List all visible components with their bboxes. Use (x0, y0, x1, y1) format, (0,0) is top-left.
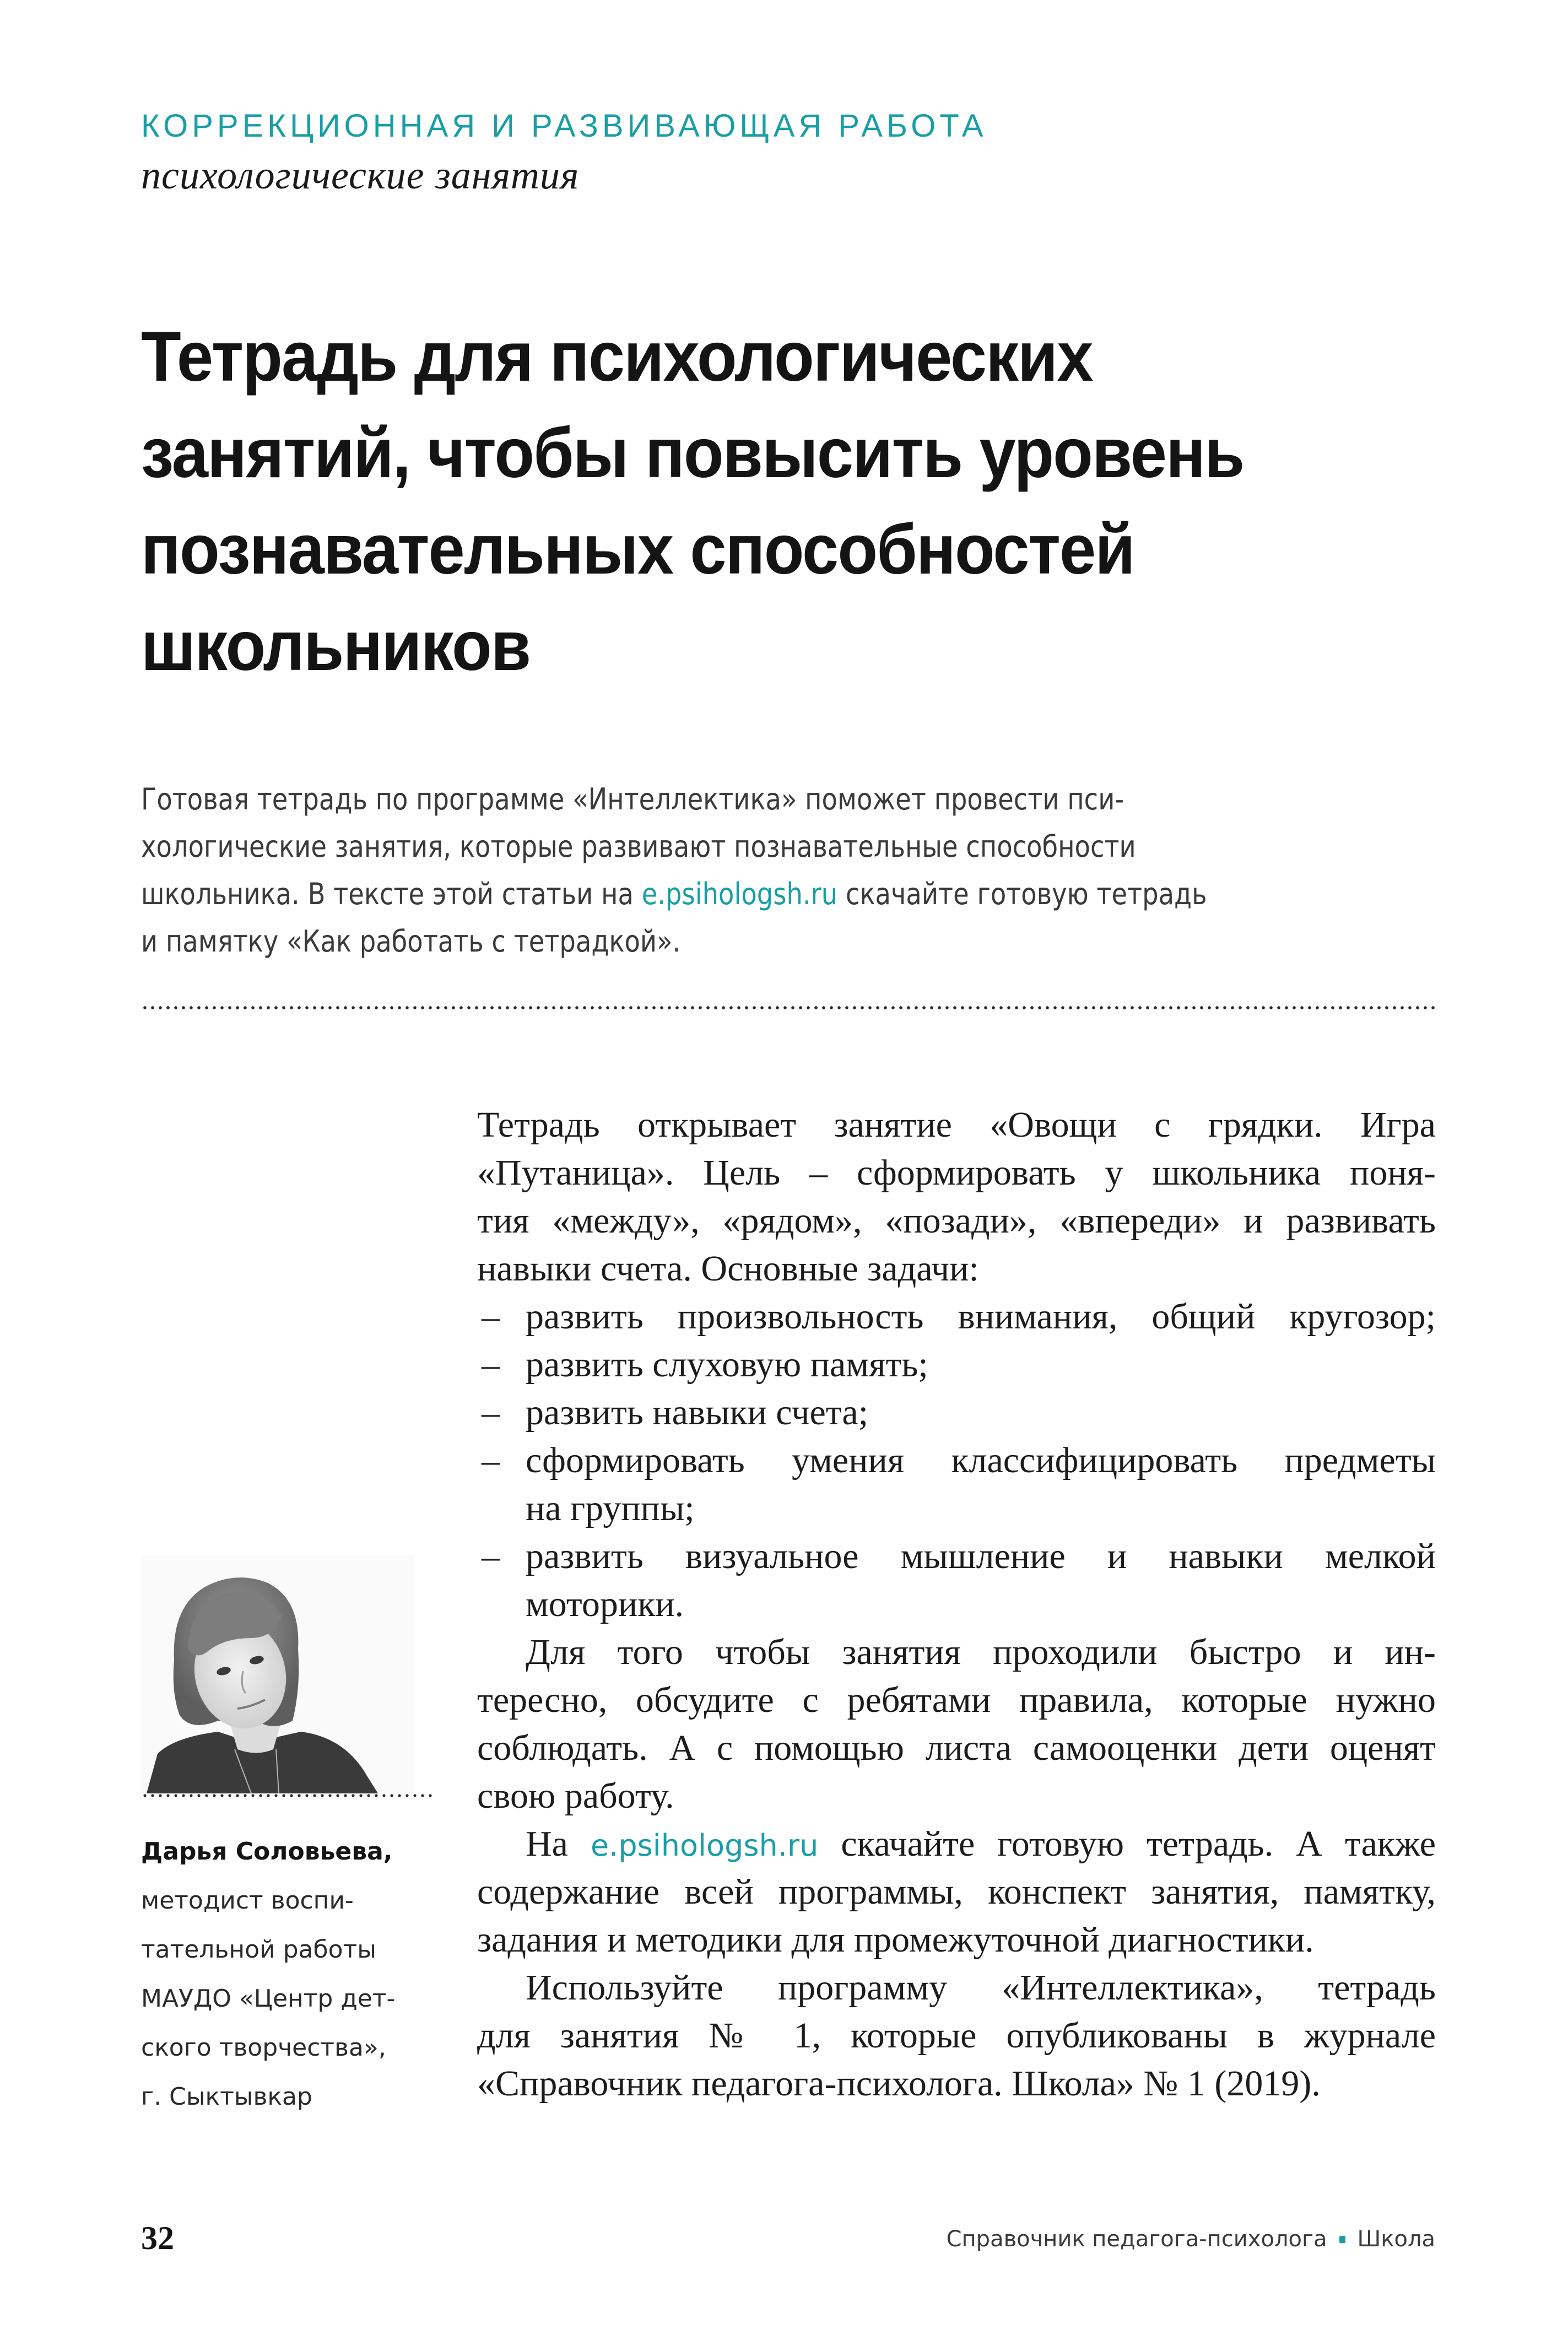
body-line: тия «между», «рядом», «позади», «впереди» и развивать (477, 1201, 1436, 1241)
list-item-text: развить навыки счета; (526, 1392, 869, 1433)
section-kicker: КОРРЕКЦИОННАЯ И РАЗВИВАЮЩАЯ РАБОТА (141, 108, 987, 144)
body-line: задания и методики для промежуточной диагностики. (477, 1920, 1314, 1960)
author-detail-line: ского творчества», (141, 2034, 386, 2062)
title-line: Тетрадь для психологических (141, 317, 1093, 396)
body-line: Используйте программу «Интеллектика», тетрадь (526, 1968, 1436, 2008)
body-line: соблюдать. А с помощью листа самооценки дети оценят (477, 1728, 1436, 1768)
list-item (477, 1532, 1436, 1580)
body-line: навыки счета. Основные задачи: (477, 1249, 979, 1289)
article-title (141, 309, 1371, 694)
body-text: скачайте готовую тетрадь. А также (818, 1824, 1436, 1864)
running-footer (947, 2228, 1435, 2250)
bullet-dot-icon (1339, 2236, 1345, 2243)
lead-text: и памятку «Как работать с тетрадкой». (141, 924, 681, 959)
site-link[interactable]: e.psihologsh.ru (641, 877, 838, 911)
dash-bullet-icon: – (482, 1392, 500, 1433)
list-item (477, 1293, 1436, 1341)
body-text: На (526, 1824, 591, 1864)
body-line: «Справочник педагога-психолога. Школа» № 1 (2019). (477, 2063, 1321, 2104)
list-item (477, 1436, 1436, 1484)
lead-text: школьника. В тексте этой статьи на (141, 877, 642, 911)
lead-line (141, 823, 1278, 871)
dotted-divider (141, 1006, 1436, 1009)
author-detail-line: МАУДО «Центр дет- (141, 1985, 396, 2013)
author-name: Дарья Соловьева, (141, 1837, 393, 1866)
list-item-continuation: моторики. (526, 1584, 684, 1624)
section-subtitle: психологические занятия (141, 153, 580, 197)
lead-line (141, 776, 1278, 823)
page-number: 32 (141, 2220, 174, 2256)
body-line: Тетрадь открывает занятие «Овощи с грядки. Игра (477, 1105, 1436, 1145)
lead-line (141, 871, 1278, 918)
dash-bullet-icon: – (482, 1296, 500, 1337)
body-line: тересно, обсудите с ребятами правила, которые нужно (477, 1680, 1436, 1720)
body-line: Для того чтобы занятия проходили быстро и ин- (526, 1632, 1436, 1672)
author-detail-line: г. Сыктывкар (141, 2083, 312, 2111)
list-item-text: сформировать умения классифицировать предметы (526, 1440, 1436, 1480)
dash-bullet-icon: – (482, 1344, 500, 1385)
list-item-text: развить слуховую память; (526, 1344, 928, 1385)
title-line: познавательных способностей (141, 510, 1134, 589)
list-item-text: развить произвольность внимания, общий кругозор; (526, 1296, 1436, 1337)
body-line (477, 1820, 1436, 1868)
dash-bullet-icon: – (482, 1440, 500, 1480)
lead-text: хологические занятия, которые развивают познавательные способности (141, 829, 1136, 864)
body-line: свою работу. (477, 1776, 674, 1816)
list-item (477, 1341, 1436, 1388)
portrait-image (141, 1555, 414, 1793)
author-detail-line: методист воспи- (141, 1887, 354, 1915)
site-link[interactable]: e.psihologsh.ru (590, 1828, 819, 1863)
article-body (477, 1101, 1436, 2107)
journal-name: Справочник педагога-психолога (946, 2226, 1327, 2252)
list-item-text: развить визуальное мышление и навыки мелкой (526, 1536, 1436, 1576)
lead-paragraph (141, 776, 1278, 965)
lead-text: Готовая тетрадь по программе «Интеллектика» поможет провести пси- (141, 782, 1124, 817)
lead-text: скачайте готовую тетрадь (837, 877, 1207, 911)
body-line: «Путаница». Цель – сформировать у школьника поня- (477, 1153, 1436, 1193)
body-line: для занятия № 1, которые опубликованы в журнале (477, 2015, 1436, 2056)
author-info (141, 1827, 450, 2121)
body-line: содержание всей программы, конспект занятия, памятку, (477, 1872, 1436, 1912)
journal-edition: Школа (1357, 2226, 1435, 2252)
list-item (477, 1388, 1436, 1436)
lead-line (141, 918, 1278, 965)
dash-bullet-icon: – (482, 1536, 500, 1576)
title-line: школьников (141, 607, 531, 685)
author-photo (141, 1555, 414, 1793)
photo-dotted-divider (141, 1794, 433, 1797)
title-line: занятий, чтобы повысить уровень (141, 414, 1244, 493)
list-item-continuation: на группы; (526, 1488, 695, 1528)
author-detail-line: тательной работы (141, 1936, 376, 1964)
